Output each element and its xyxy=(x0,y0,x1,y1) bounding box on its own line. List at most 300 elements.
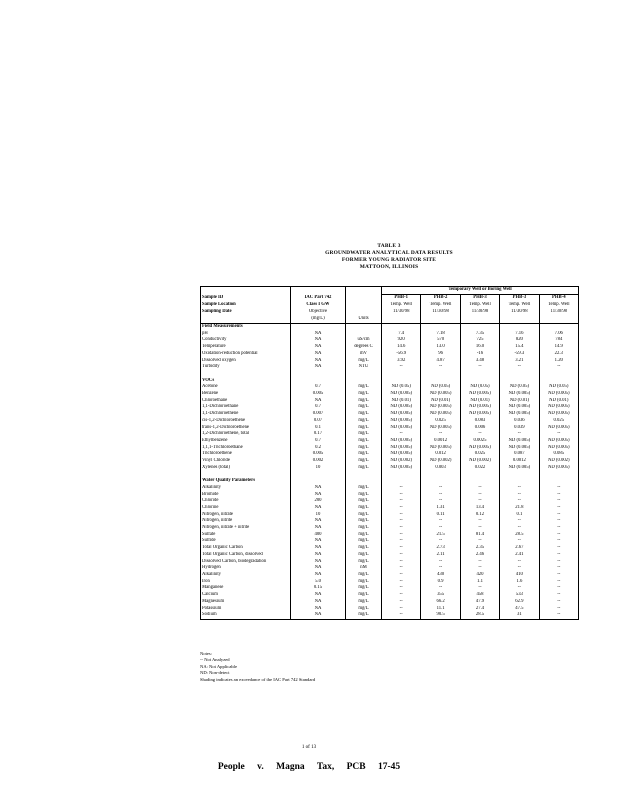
standard-value: 0.007 xyxy=(291,411,346,418)
result-value: -- xyxy=(421,538,460,545)
parameter-name: Total Organic Carbon xyxy=(201,545,291,552)
table-row xyxy=(201,438,579,445)
parameter-name: cis-1,2-Dichloroethene xyxy=(201,418,291,425)
well-date: 11/30/98 xyxy=(382,309,421,316)
standard-value: NA xyxy=(291,612,346,619)
caption-word: Tax, xyxy=(316,762,335,772)
result-value: ND (0.05) xyxy=(500,384,539,391)
result-value: ND (0.002) xyxy=(421,458,460,465)
result-value: ND (0.005) xyxy=(382,465,421,472)
result-value: 27.4 xyxy=(460,606,499,613)
well-id: PHB-4 xyxy=(539,295,578,303)
result-value: -- xyxy=(421,565,460,572)
table-row xyxy=(201,358,579,365)
result-value: -- xyxy=(382,592,421,599)
result-value: 0.11 xyxy=(421,512,460,519)
well-date: 11/30/98 xyxy=(421,309,460,316)
result-value: 7.35 xyxy=(460,331,499,338)
unit-value: mg/L xyxy=(346,585,382,592)
result-value: 47.5 xyxy=(500,606,539,613)
parameter-name: Total Organic Carbon, dissolved xyxy=(201,552,291,559)
parameter-name: Manganese xyxy=(201,585,291,592)
result-value: 0.083 xyxy=(460,418,499,425)
table-row xyxy=(201,592,579,599)
table-row xyxy=(201,599,579,606)
unit-value: mg/L xyxy=(346,418,382,425)
result-value: -- xyxy=(382,552,421,559)
result-value: -- xyxy=(382,505,421,512)
parameter-name: Dissolved oxygen xyxy=(201,358,291,365)
standard-value: 0.005 xyxy=(291,391,346,398)
standard-value: NA xyxy=(291,485,346,492)
standard-value: NA xyxy=(291,592,346,599)
result-value: ND (0.005) xyxy=(500,404,539,411)
parameter-name: Hydrogen xyxy=(201,565,291,572)
standard-value: 5.0 xyxy=(291,579,346,586)
result-value: -59.3 xyxy=(500,351,539,358)
unit-value: uS/cm xyxy=(346,337,382,344)
result-value: -- xyxy=(500,525,539,532)
result-value: ND (0.002) xyxy=(460,458,499,465)
standard-value: NA xyxy=(291,337,346,344)
result-value: ND (0.01) xyxy=(460,398,499,405)
unit-value: mg/L xyxy=(346,425,382,432)
note-not-applicable: NA: Not Applicable xyxy=(200,663,237,669)
result-value: -- xyxy=(500,518,539,525)
standard-value: NA xyxy=(291,606,346,613)
result-value: -- xyxy=(382,565,421,572)
result-value: ND (0.05) xyxy=(382,384,421,391)
standard-value: 0.7 xyxy=(291,438,346,445)
result-value: ND (0.005) xyxy=(539,438,578,445)
table-number: TABLE 3 xyxy=(377,243,401,249)
result-value: 0.087 xyxy=(500,451,539,458)
result-value: -- xyxy=(539,606,578,613)
result-value: 1.1 xyxy=(460,579,499,586)
standard-value: 10 xyxy=(291,512,346,519)
result-value: -16 xyxy=(460,351,499,358)
result-value: 725 xyxy=(460,337,499,344)
section-header-row xyxy=(201,478,579,485)
result-value: 47.9 xyxy=(460,599,499,606)
result-value: -- xyxy=(539,572,578,579)
table-row xyxy=(201,431,579,438)
result-value: -- xyxy=(382,585,421,592)
result-value: 533 xyxy=(500,592,539,599)
result-value: 820 xyxy=(500,337,539,344)
well-id: PHB-2 xyxy=(421,295,460,303)
well-id: PHB-3 xyxy=(460,295,499,303)
result-value: -- xyxy=(539,552,578,559)
parameter-name: Chloroethane xyxy=(201,398,291,405)
result-value: 16.0 xyxy=(460,344,499,351)
result-value: 14.6 xyxy=(382,344,421,351)
unit-value: mg/L xyxy=(346,358,382,365)
standard-value: NA xyxy=(291,525,346,532)
standard-value: NA xyxy=(291,559,346,566)
well-date: 11/30/98 xyxy=(460,309,499,316)
result-value: -- xyxy=(539,492,578,499)
result-value: -- xyxy=(500,431,539,438)
result-value: 13.4 xyxy=(460,505,499,512)
parameter-name: Trichloroethene xyxy=(201,451,291,458)
standard-value: NA xyxy=(291,565,346,572)
table-row xyxy=(201,445,579,452)
result-value: -- xyxy=(460,525,499,532)
row-label-sample-location: Sample Location xyxy=(201,302,291,309)
well-location: Temp. Well xyxy=(460,302,499,309)
table-row xyxy=(201,559,579,566)
result-value: -- xyxy=(460,518,499,525)
result-value: -- xyxy=(382,492,421,499)
result-value: -- xyxy=(382,579,421,586)
result-value: 13.0 xyxy=(421,344,460,351)
parameter-name: Conductivity xyxy=(201,337,291,344)
unit-value: mg/L xyxy=(346,606,382,613)
standard-value: NA xyxy=(291,492,346,499)
standard-value: 10 xyxy=(291,465,346,472)
standard-value: NA xyxy=(291,572,346,579)
parameter-name: Nitrogen, nitrate + nitrite xyxy=(201,525,291,532)
parameter-name: 1,1,1-Trichloroethane xyxy=(201,445,291,452)
header-row-id xyxy=(201,295,579,303)
notes-heading: Notes: xyxy=(200,651,212,656)
result-value: -- xyxy=(460,538,499,545)
result-value: -- xyxy=(421,518,460,525)
result-value: -- xyxy=(421,498,460,505)
note-non-detect: ND: Non-detect xyxy=(200,670,230,676)
result-value: 62.9 xyxy=(500,599,539,606)
result-value: 355 xyxy=(421,592,460,599)
case-caption xyxy=(0,762,618,772)
unit-value: mg/L xyxy=(346,498,382,505)
unit-value: mg/L xyxy=(346,465,382,472)
standard-value: NA xyxy=(291,505,346,512)
note-shading: Shading indicates an exceedance of the IAC Part 742 Standard xyxy=(200,676,316,682)
unit-value: mg/L xyxy=(346,431,382,438)
page-number: 1 of 13 xyxy=(301,745,317,750)
result-value: -- xyxy=(500,585,539,592)
result-value: -- xyxy=(500,364,539,371)
parameter-name: Temperature xyxy=(201,344,291,351)
standard-value: 400 xyxy=(291,532,346,539)
section-title: Water Quality Parameters xyxy=(201,478,291,485)
result-value: -- xyxy=(460,485,499,492)
result-value: -- xyxy=(500,559,539,566)
table-row xyxy=(201,498,579,505)
header-row-date xyxy=(201,309,579,316)
result-value: -- xyxy=(382,525,421,532)
parameter-name: Benzene xyxy=(201,391,291,398)
result-value: ND (0.005) xyxy=(500,391,539,398)
table-title-block xyxy=(200,243,578,271)
result-value: -- xyxy=(382,532,421,539)
unit-value: mg/L xyxy=(346,451,382,458)
standard-label-1: IAC Part 742 xyxy=(291,295,346,303)
result-value: -- xyxy=(539,592,578,599)
result-value: 1.31 xyxy=(421,505,460,512)
parameter-name: Sodium xyxy=(201,612,291,619)
result-value: -- xyxy=(539,538,578,545)
result-value: -- xyxy=(539,525,578,532)
unit-value xyxy=(346,331,382,338)
result-value: -- xyxy=(500,485,539,492)
standard-value: NA xyxy=(291,599,346,606)
result-value: -- xyxy=(421,485,460,492)
section-header-row xyxy=(201,378,579,385)
result-value: 0.0012 xyxy=(421,438,460,445)
result-value: -- xyxy=(382,431,421,438)
table-row xyxy=(201,485,579,492)
result-value: ND (0.002) xyxy=(382,458,421,465)
parameter-name: Alkalinity xyxy=(201,572,291,579)
result-value: -- xyxy=(500,498,539,505)
result-value: ND (0.005) xyxy=(382,411,421,418)
result-value: -- xyxy=(421,559,460,566)
result-value: -- xyxy=(421,492,460,499)
table-row xyxy=(201,344,579,351)
table-row xyxy=(201,606,579,613)
result-value: 0.085 xyxy=(539,451,578,458)
table-row xyxy=(201,364,579,371)
table-row xyxy=(201,579,579,586)
result-value: 0.022 xyxy=(460,465,499,472)
result-value: 0.036 xyxy=(500,418,539,425)
section-header-row xyxy=(201,324,579,331)
result-value: 2.11 xyxy=(421,552,460,559)
result-value: -- xyxy=(421,431,460,438)
result-value: ND (0.005) xyxy=(539,391,578,398)
result-value: -- xyxy=(500,538,539,545)
result-value: -- xyxy=(539,585,578,592)
result-value: 920 xyxy=(382,337,421,344)
result-value: ND (0.01) xyxy=(500,398,539,405)
result-value: -- xyxy=(539,599,578,606)
result-value: 0.012 xyxy=(421,451,460,458)
result-value: -- xyxy=(421,525,460,532)
result-value: 1.20 xyxy=(539,358,578,365)
table-row xyxy=(201,418,579,425)
result-value: ND (0.005) xyxy=(539,411,578,418)
result-value: 0.12 xyxy=(460,512,499,519)
table-row xyxy=(201,525,579,532)
result-value: 90.5 xyxy=(421,612,460,619)
unit-value: nM xyxy=(346,565,382,572)
table-row xyxy=(201,505,579,512)
standard-value: NA xyxy=(291,351,346,358)
parameter-name: Nitrogen, nitrate xyxy=(201,512,291,519)
table-row xyxy=(201,337,579,344)
unit-value: mg/L xyxy=(346,438,382,445)
result-value: ND (0.005) xyxy=(460,404,499,411)
unit-value: mg/L xyxy=(346,525,382,532)
result-value: ND (0.005) xyxy=(421,425,460,432)
result-value: -- xyxy=(500,492,539,499)
result-value: -56.9 xyxy=(382,351,421,358)
result-value: ND (0.005) xyxy=(382,445,421,452)
table-title: GROUNDWATER ANALYTICAL DATA RESULTS xyxy=(325,250,453,256)
result-value: ND (0.005) xyxy=(382,391,421,398)
unit-value: mg/L xyxy=(346,445,382,452)
parameter-name: Potassium xyxy=(201,606,291,613)
caption-word: People xyxy=(217,762,245,772)
result-value: ND (0.005) xyxy=(421,404,460,411)
standard-value: 0.005 xyxy=(291,451,346,458)
standard-value: NA xyxy=(291,358,346,365)
standard-value: 0.002 xyxy=(291,458,346,465)
unit-value: mg/L xyxy=(346,559,382,566)
unit-value: mg/L xyxy=(346,398,382,405)
result-value: ND (0.01) xyxy=(539,398,578,405)
result-value: -- xyxy=(539,485,578,492)
result-value: 570 xyxy=(421,337,460,344)
result-value: -- xyxy=(382,538,421,545)
result-value: 2.35 xyxy=(460,545,499,552)
parameter-name: 1,1-Dichloroethane xyxy=(201,404,291,411)
table-row xyxy=(201,612,579,619)
table-row xyxy=(201,465,579,472)
result-value: 1.6 xyxy=(500,579,539,586)
spacer-row xyxy=(201,471,579,478)
parameter-name: pH xyxy=(201,331,291,338)
table-row xyxy=(201,331,579,338)
unit-value: mg/L xyxy=(346,538,382,545)
standard-value: NA xyxy=(291,398,346,405)
result-value: ND (0.005) xyxy=(539,404,578,411)
table-notes xyxy=(200,651,500,683)
unit-value: mg/L xyxy=(346,512,382,519)
caption-word: 17-45 xyxy=(377,762,401,772)
result-value: 0.025 xyxy=(539,418,578,425)
result-value: 2.41 xyxy=(500,552,539,559)
table-row xyxy=(201,538,579,545)
result-value: -- xyxy=(382,559,421,566)
unit-value: mg/L xyxy=(346,612,382,619)
result-value: -- xyxy=(460,559,499,566)
result-value: 21.5 xyxy=(421,532,460,539)
standard-value: NA xyxy=(291,538,346,545)
result-value: -- xyxy=(539,532,578,539)
result-value: 3.92 xyxy=(382,358,421,365)
parameter-name: Alkalinity xyxy=(201,485,291,492)
well-date: 11/30/98 xyxy=(500,309,539,316)
result-value: 458 xyxy=(460,592,499,599)
result-value: 7.18 xyxy=(421,331,460,338)
table-row xyxy=(201,512,579,519)
standard-value: NA xyxy=(291,364,346,371)
row-label-sampling-date: Sampling Date xyxy=(201,309,291,316)
result-value: -- xyxy=(382,485,421,492)
result-value: -- xyxy=(500,565,539,572)
standard-label-3: Objective xyxy=(291,309,346,316)
table-row xyxy=(201,451,579,458)
result-value: -- xyxy=(539,364,578,371)
caption-word: Magna xyxy=(276,762,305,772)
well-location: Temp. Well xyxy=(539,302,578,309)
result-value: -- xyxy=(382,545,421,552)
result-value: -- xyxy=(382,498,421,505)
result-value: -- xyxy=(539,512,578,519)
well-id: PHB-1 xyxy=(382,295,421,303)
result-value: -- xyxy=(382,599,421,606)
result-value: ND (0.005) xyxy=(421,391,460,398)
well-location: Temp. Well xyxy=(382,302,421,309)
unit-value: mg/L xyxy=(346,492,382,499)
unit-value: mg/L xyxy=(346,592,382,599)
result-value: 3.21 xyxy=(500,358,539,365)
site-location: MATTOON, ILLINOIS xyxy=(359,264,419,270)
result-value: 11.1 xyxy=(421,606,460,613)
result-value: ND (0.005) xyxy=(382,404,421,411)
result-value: -- xyxy=(382,572,421,579)
parameter-name: Xylenes (total) xyxy=(201,465,291,472)
unit-value: mg/L xyxy=(346,545,382,552)
result-value: -- xyxy=(539,612,578,619)
parameter-name: Calcium xyxy=(201,592,291,599)
result-value: -- xyxy=(460,585,499,592)
result-value: 784 xyxy=(539,337,578,344)
result-value: 28.5 xyxy=(460,612,499,619)
table-row xyxy=(201,518,579,525)
standard-value: NA xyxy=(291,552,346,559)
parameter-name: trans-1,2-Dichloroethene xyxy=(201,425,291,432)
result-value: -- xyxy=(421,364,460,371)
result-value: 0.003 xyxy=(421,465,460,472)
result-value: ND (0.005) xyxy=(460,411,499,418)
result-value: ND (0.005) xyxy=(539,425,578,432)
header-row-location xyxy=(201,302,579,309)
table-row xyxy=(201,532,579,539)
standard-label-4: (mg/L) xyxy=(291,316,346,324)
site-name: FORMER YOUNG RADIATOR SITE xyxy=(341,257,437,263)
result-value: -- xyxy=(460,565,499,572)
header-group-row xyxy=(201,287,579,295)
parameter-name: Turbidity xyxy=(201,364,291,371)
parameter-name: Acetone xyxy=(201,384,291,391)
unit-value: mg/L xyxy=(346,505,382,512)
groundwater-data-table xyxy=(200,286,579,620)
standard-value: 0.2 xyxy=(291,445,346,452)
result-value: ND (0.005) xyxy=(382,418,421,425)
unit-value: mg/L xyxy=(346,599,382,606)
result-value: ND (0.005) xyxy=(382,451,421,458)
result-value: -- xyxy=(539,559,578,566)
table-row xyxy=(201,411,579,418)
parameter-name: Chlorine xyxy=(201,505,291,512)
result-value: 31 xyxy=(500,612,539,619)
result-value: 7.16 xyxy=(500,331,539,338)
result-value: ND (0.005) xyxy=(500,411,539,418)
spacer-row xyxy=(201,371,579,378)
result-value: -- xyxy=(539,579,578,586)
result-value: 0.039 xyxy=(500,425,539,432)
unit-value: mV xyxy=(346,351,382,358)
result-value: ND (0.005) xyxy=(421,445,460,452)
table-row xyxy=(201,458,579,465)
result-value: -- xyxy=(382,512,421,519)
result-value: 0.0025 xyxy=(460,438,499,445)
unit-value: degrees C xyxy=(346,344,382,351)
well-group-label: Temporary Well or Boring Well xyxy=(382,287,579,295)
table-row xyxy=(201,425,579,432)
result-value: -- xyxy=(539,431,578,438)
result-value: 28.5 xyxy=(500,532,539,539)
table-row xyxy=(201,545,579,552)
result-value: 420 xyxy=(460,572,499,579)
result-value: -- xyxy=(382,364,421,371)
unit-value: mg/L xyxy=(346,532,382,539)
section-title: Field Measurements xyxy=(201,324,291,331)
